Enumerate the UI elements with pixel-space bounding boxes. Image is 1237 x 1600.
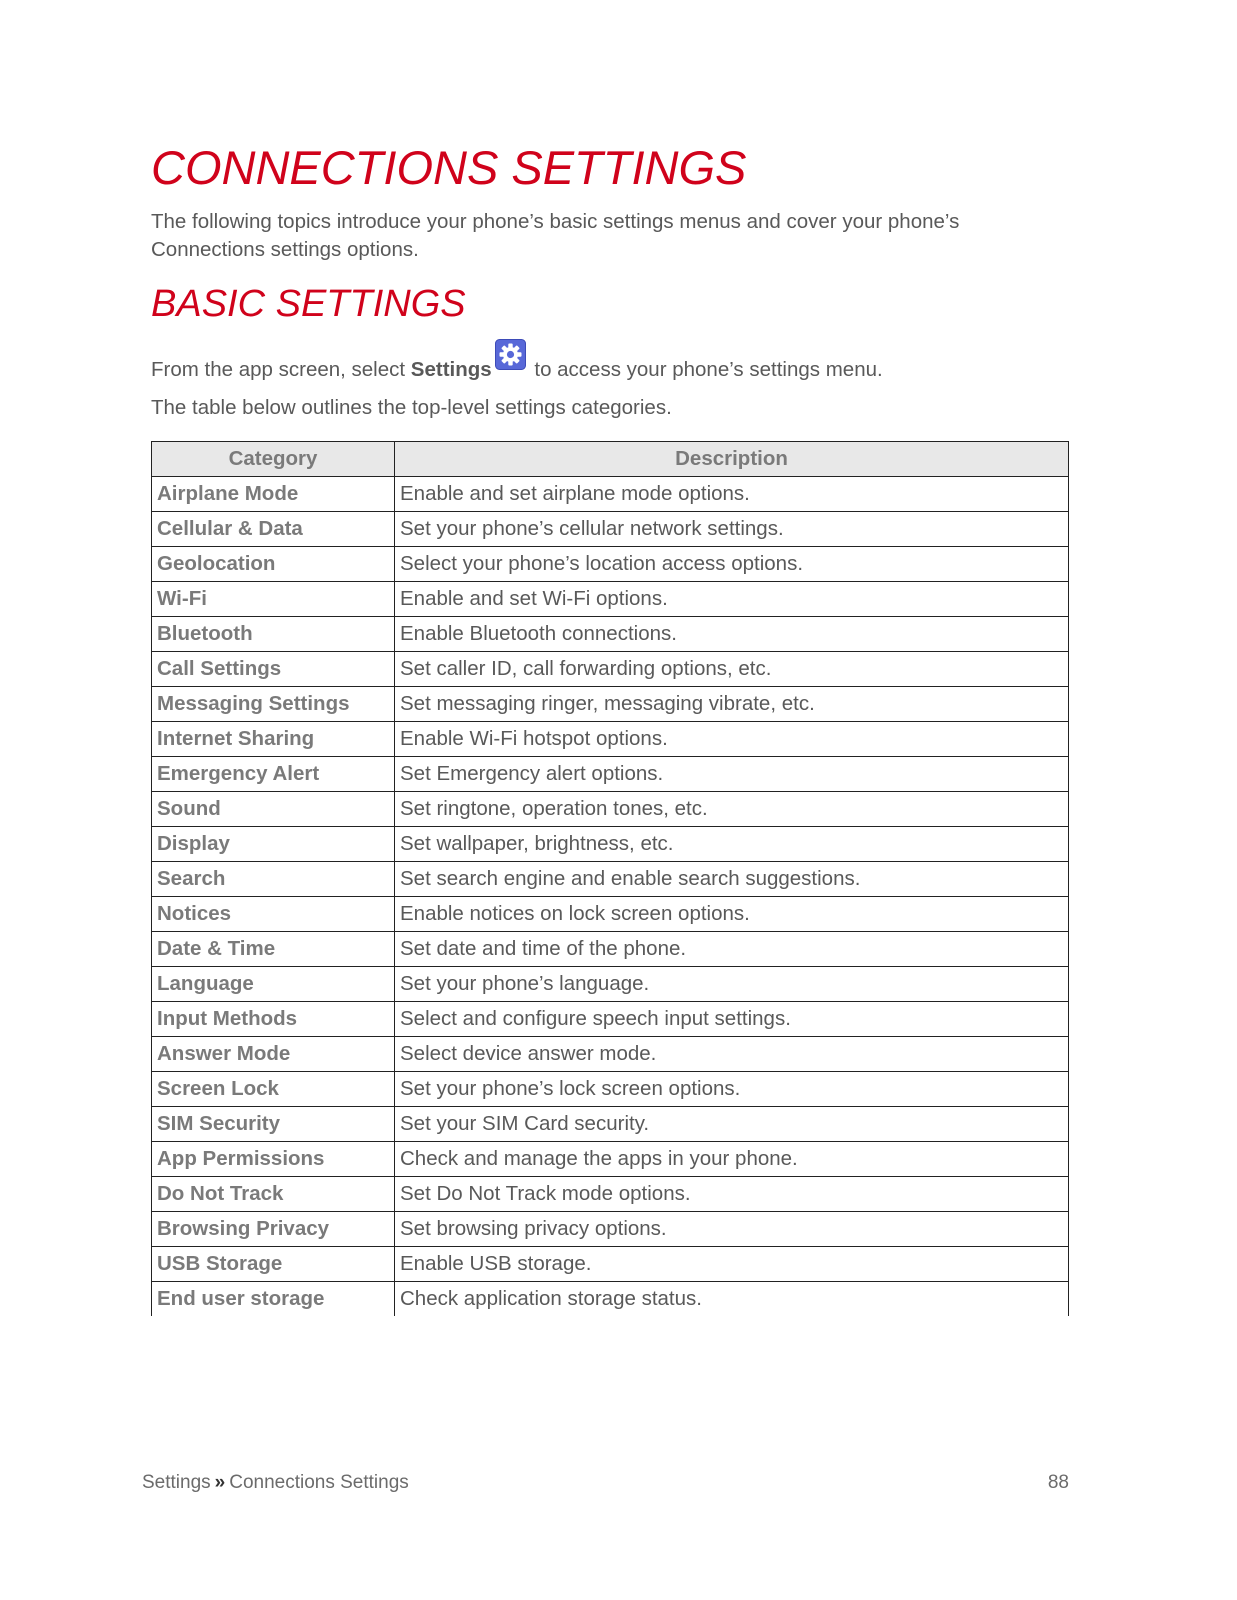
instruction-text-after: to access your phone’s settings menu. xyxy=(528,358,883,381)
table-header-row xyxy=(152,442,1069,477)
table-row xyxy=(152,792,1069,827)
category-cell: Internet Sharing xyxy=(152,722,395,757)
description-cell: Enable USB storage. xyxy=(395,1247,1069,1282)
table-row xyxy=(152,1212,1069,1247)
description-cell: Enable Wi-Fi hotspot options. xyxy=(395,722,1069,757)
table-row xyxy=(152,1247,1069,1282)
category-cell: Airplane Mode xyxy=(152,477,395,512)
column-header-description: Description xyxy=(395,442,1069,477)
page-title: CONNECTIONS SETTINGS xyxy=(151,141,747,194)
gear-icon xyxy=(495,339,526,370)
breadcrumb-separator: » xyxy=(214,1472,226,1493)
category-cell: Geolocation xyxy=(152,547,395,582)
category-cell: Browsing Privacy xyxy=(152,1212,395,1247)
table-row xyxy=(152,1037,1069,1072)
category-cell: Do Not Track xyxy=(152,1177,395,1212)
instruction-text-before: From the app screen, select xyxy=(151,358,411,381)
description-cell: Select device answer mode. xyxy=(395,1037,1069,1072)
category-cell: Wi-Fi xyxy=(152,582,395,617)
table-row xyxy=(152,1072,1069,1107)
category-cell: Call Settings xyxy=(152,652,395,687)
description-cell: Check and manage the apps in your phone. xyxy=(395,1142,1069,1177)
category-cell: Screen Lock xyxy=(152,1072,395,1107)
description-cell: Check application storage status. xyxy=(395,1282,1069,1317)
settings-instruction xyxy=(151,349,883,382)
category-cell: Messaging Settings xyxy=(152,687,395,722)
category-cell: Bluetooth xyxy=(152,617,395,652)
table-row xyxy=(152,477,1069,512)
description-cell: Set date and time of the phone. xyxy=(395,932,1069,967)
section-title: BASIC SETTINGS xyxy=(151,283,466,325)
settings-categories-table xyxy=(151,441,1069,1316)
description-cell: Select your phone’s location access options. xyxy=(395,547,1069,582)
category-cell: Cellular & Data xyxy=(152,512,395,547)
description-cell: Enable and set Wi-Fi options. xyxy=(395,582,1069,617)
table-row xyxy=(152,547,1069,582)
description-cell: Enable and set airplane mode options. xyxy=(395,477,1069,512)
description-cell: Set wallpaper, brightness, etc. xyxy=(395,827,1069,862)
table-row xyxy=(152,1142,1069,1177)
category-cell: Search xyxy=(152,862,395,897)
description-cell: Set browsing privacy options. xyxy=(395,1212,1069,1247)
description-cell: Set your phone’s lock screen options. xyxy=(395,1072,1069,1107)
description-cell: Set Emergency alert options. xyxy=(395,757,1069,792)
category-cell: USB Storage xyxy=(152,1247,395,1282)
table-row xyxy=(152,722,1069,757)
table-row xyxy=(152,1177,1069,1212)
table-row xyxy=(152,897,1069,932)
description-cell: Enable Bluetooth connections. xyxy=(395,617,1069,652)
category-cell: Input Methods xyxy=(152,1002,395,1037)
table-row xyxy=(152,932,1069,967)
settings-label: Settings xyxy=(410,358,492,381)
table-row xyxy=(152,1107,1069,1142)
table-intro: The table below outlines the top-level settings categories. xyxy=(151,396,672,419)
table-row xyxy=(152,1002,1069,1037)
category-cell: App Permissions xyxy=(152,1142,395,1177)
breadcrumb-settings: Settings xyxy=(142,1472,211,1493)
description-cell: Select and configure speech input settings. xyxy=(395,1002,1069,1037)
footer-breadcrumb xyxy=(142,1472,409,1494)
column-header-category: Category xyxy=(152,442,395,477)
description-cell: Set your SIM Card security. xyxy=(395,1107,1069,1142)
description-cell: Set caller ID, call forwarding options, etc. xyxy=(395,652,1069,687)
category-cell: End user storage xyxy=(152,1282,395,1317)
table-row xyxy=(152,1282,1069,1317)
category-cell: SIM Security xyxy=(152,1107,395,1142)
description-cell: Set Do Not Track mode options. xyxy=(395,1177,1069,1212)
table-row xyxy=(152,652,1069,687)
category-cell: Answer Mode xyxy=(152,1037,395,1072)
table-row xyxy=(152,512,1069,547)
category-cell: Display xyxy=(152,827,395,862)
breadcrumb-connections-settings: Connections Settings xyxy=(229,1472,409,1493)
description-cell: Set search engine and enable search suggestions. xyxy=(395,862,1069,897)
table-row xyxy=(152,827,1069,862)
table-row xyxy=(152,617,1069,652)
description-cell: Enable notices on lock screen options. xyxy=(395,897,1069,932)
category-cell: Notices xyxy=(152,897,395,932)
table-row xyxy=(152,582,1069,617)
category-cell: Date & Time xyxy=(152,932,395,967)
table-row xyxy=(152,757,1069,792)
description-cell: Set ringtone, operation tones, etc. xyxy=(395,792,1069,827)
category-cell: Emergency Alert xyxy=(152,757,395,792)
intro-paragraph: The following topics introduce your phone’s basic settings menus and cover your phone’s Connections settings options. xyxy=(151,210,960,261)
description-cell: Set messaging ringer, messaging vibrate, etc. xyxy=(395,687,1069,722)
category-cell: Language xyxy=(152,967,395,1002)
table-row xyxy=(152,687,1069,722)
description-cell: Set your phone’s cellular network settings. xyxy=(395,512,1069,547)
table-row xyxy=(152,967,1069,1002)
page-number: 88 xyxy=(1047,1472,1069,1493)
table-row xyxy=(152,862,1069,897)
description-cell: Set your phone’s language. xyxy=(395,967,1069,1002)
category-cell: Sound xyxy=(152,792,395,827)
